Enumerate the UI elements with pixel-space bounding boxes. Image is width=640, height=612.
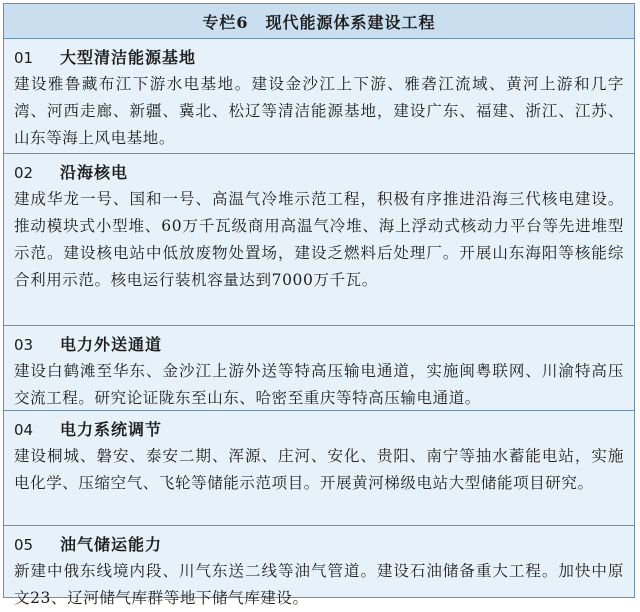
section-number: 03 xyxy=(14,336,34,354)
section-grid-regulation xyxy=(4,411,634,526)
section-oil-gas-storage xyxy=(4,526,634,607)
section-body: 新建中俄东线境内段、川气东送二线等油气管道。建设石油储备重大工程。加快中原文23、辽河储气库群等地下储气库建设。 xyxy=(14,562,624,607)
section-body: 建设雅鲁藏布江下游水电基地。建设金沙江上下游、雅砻江流域、黄河上游和几字湾、河西走廊、新疆、冀北、松辽等清洁能源基地，建设广东、福建、浙江、江苏、山东等海上风电基地。 xyxy=(14,75,624,147)
feature-box xyxy=(3,3,635,607)
box-title: 专栏6 现代能源体系建设工程 xyxy=(4,4,634,39)
section-title: 沿海核电 xyxy=(60,163,129,182)
section-body: 建成华龙一号、国和一号、高温气冷堆示范工程，积极有序推进沿海三代核电建设。推动模块式小型堆、60万千瓦级商用高温气冷堆、海上浮动式核动力平台等先进堆型示范。建设核电站中低放废物处置场，建设乏燃料后处理厂。开展山东海阳等核能综合利用示范。核电运行装机容量达到7000万千瓦。 xyxy=(14,190,624,289)
section-number: 01 xyxy=(14,49,34,67)
section-title: 油气储运能力 xyxy=(60,535,163,554)
section-title: 大型清洁能源基地 xyxy=(60,48,197,67)
section-body: 建设桐城、磐安、泰安二期、浑源、庄河、安化、贵阳、南宁等抽水蓄能电站，实施电化学、压缩空气、飞轮等储能示范项目。开展黄河梯级电站大型储能项目研究。 xyxy=(14,447,624,492)
section-heading xyxy=(14,332,624,358)
section-number: 04 xyxy=(14,421,34,439)
section-heading xyxy=(14,160,624,186)
section-title: 电力系统调节 xyxy=(60,420,163,439)
section-heading xyxy=(14,532,624,558)
section-body: 建设白鹤滩至华东、金沙江上游外送等特高压输电通道，实施闽粤联网、川渝特高压交流工程。研究论证陇东至山东、哈密至重庆等特高压输电通道。 xyxy=(14,362,624,407)
section-title: 电力外送通道 xyxy=(60,335,163,354)
section-power-transmission xyxy=(4,326,634,411)
section-number: 02 xyxy=(14,164,34,182)
section-heading xyxy=(14,417,624,443)
section-heading xyxy=(14,45,624,71)
section-coastal-nuclear xyxy=(4,154,634,326)
section-clean-energy-bases xyxy=(4,39,634,154)
section-number: 05 xyxy=(14,536,34,554)
